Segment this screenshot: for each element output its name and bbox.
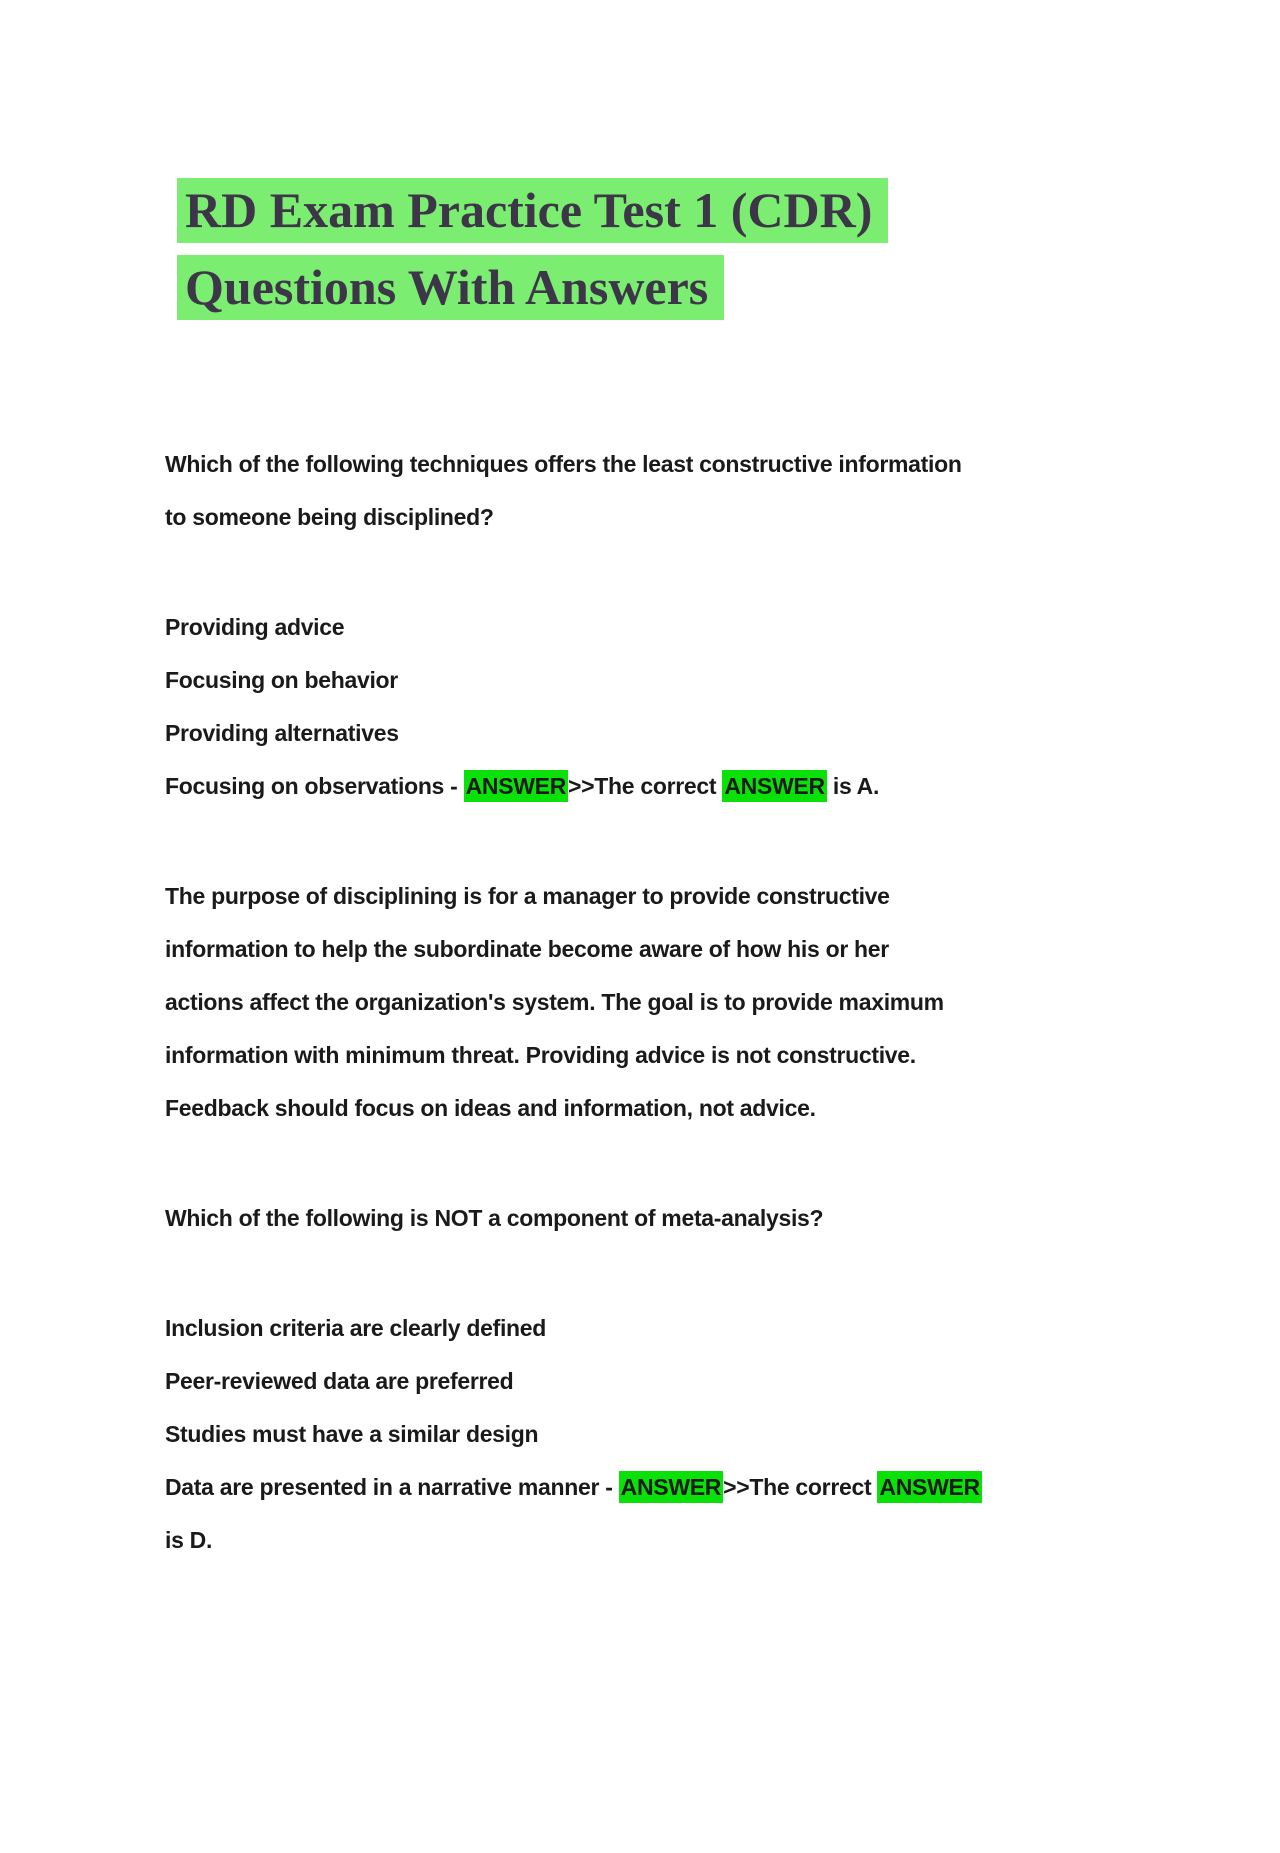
answer-highlight: ANSWER	[619, 1471, 723, 1503]
title-text: RD Exam Practice Test 1 (CDR)	[177, 178, 888, 243]
answer-highlight: ANSWER	[877, 1471, 981, 1503]
text-run: Inclusion criteria are clearly defined	[165, 1315, 547, 1341]
text-line	[165, 976, 1280, 1029]
text-run: Which of the following techniques offers the least constructive information	[165, 451, 962, 477]
text-run: Providing advice	[165, 614, 345, 640]
paragraph-options-with-answer	[165, 1302, 1280, 1567]
text-run: Studies must have a similar design	[165, 1421, 539, 1447]
text-run: information with minimum threat. Providing advice is not constructive.	[165, 1042, 916, 1068]
title-line	[165, 255, 1280, 332]
answer-highlight: ANSWER	[464, 770, 568, 802]
text-line	[165, 438, 1280, 491]
text-run: actions affect the organization's system. The goal is to provide maximum	[165, 989, 944, 1015]
text-run: Feedback should focus on ideas and information, not advice.	[165, 1095, 816, 1121]
text-line	[165, 1302, 1280, 1355]
text-line	[165, 923, 1280, 976]
text-run: The purpose of disciplining is for a manager to provide constructive	[165, 883, 890, 909]
text-line	[165, 1408, 1280, 1461]
title-text: Questions With Answers	[177, 255, 724, 320]
text-line	[165, 491, 1280, 544]
text-line	[165, 1514, 1280, 1567]
text-run: >>The correct	[568, 773, 723, 799]
text-run: is A.	[826, 773, 880, 799]
text-run: Providing alternatives	[165, 720, 399, 746]
text-line	[165, 601, 1280, 654]
text-line	[165, 1082, 1280, 1135]
text-run: >>The correct	[723, 1474, 878, 1500]
paragraph-explanation	[165, 870, 1280, 1135]
text-line	[165, 1461, 1280, 1514]
paragraph-question	[165, 438, 1280, 544]
document-title	[0, 178, 1280, 332]
text-line	[165, 654, 1280, 707]
text-line	[165, 870, 1280, 923]
answer-highlight: ANSWER	[722, 770, 826, 802]
text-line	[165, 1192, 1280, 1245]
text-run: Data are presented in a narrative manner -	[165, 1474, 619, 1500]
paragraph-options-with-answer	[165, 601, 1280, 813]
text-run: Focusing on behavior	[165, 667, 398, 693]
title-line	[165, 178, 1280, 255]
text-run: to someone being disciplined?	[165, 504, 494, 530]
text-run: Peer-reviewed data are preferred	[165, 1368, 514, 1394]
text-line	[165, 1355, 1280, 1408]
text-run: Focusing on observations -	[165, 773, 464, 799]
text-run: is D.	[165, 1527, 213, 1553]
text-line	[165, 760, 1280, 813]
text-line	[165, 1029, 1280, 1082]
paragraph-question	[165, 1192, 1280, 1245]
text-run: Which of the following is NOT a component of meta-analysis?	[165, 1205, 824, 1231]
document-body	[0, 438, 1280, 1567]
text-run: information to help the subordinate become aware of how his or her	[165, 936, 889, 962]
text-line	[165, 707, 1280, 760]
